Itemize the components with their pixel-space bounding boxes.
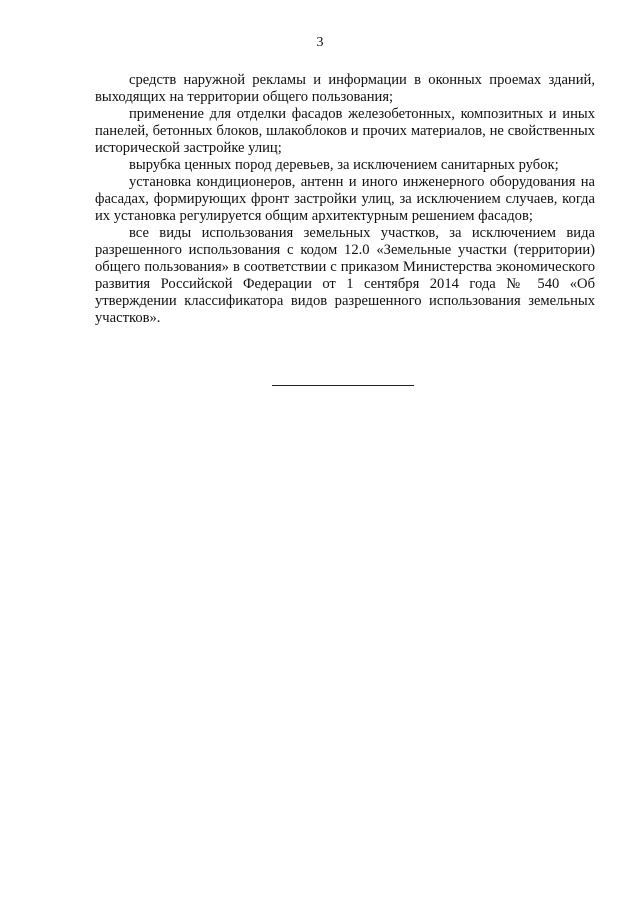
document-body xyxy=(95,72,595,327)
end-separator-line xyxy=(272,385,414,386)
page-number: 3 xyxy=(316,35,324,50)
paragraph-facade-materials: применение для отделки фасадов железобетонных, композитных и иных панелей, бетонных блоков, шлакоблоков и прочих материалов, не свойственных исторической застройке улиц; xyxy=(95,106,595,156)
paragraph-land-use: все виды использования земельных участков, за исключением вида разрешенного использования с кодом 12.0 «Земельные участки (территории) общего пользования» в соответствии с приказом Министерства экономического развития Российской Федерации от 1 сентября 2014 года № 540 «Об утверждении классификатора видов разрешенного использования земельных участков». xyxy=(95,225,595,326)
paragraph-tree-felling: вырубка ценных пород деревьев, за исключением санитарных рубок; xyxy=(129,157,559,173)
paragraph-outdoor-advertising: средств наружной рекламы и информации в оконных проемах зданий, выходящих на территории общего пользования; xyxy=(95,72,595,105)
paragraph-equipment-installation: установка кондиционеров, антенн и иного инженерного оборудования на фасадах, формирующих фронт застройки улиц, за исключением случаев, когда их установка регулируется общим архитектурным решением фасадов; xyxy=(95,174,595,224)
